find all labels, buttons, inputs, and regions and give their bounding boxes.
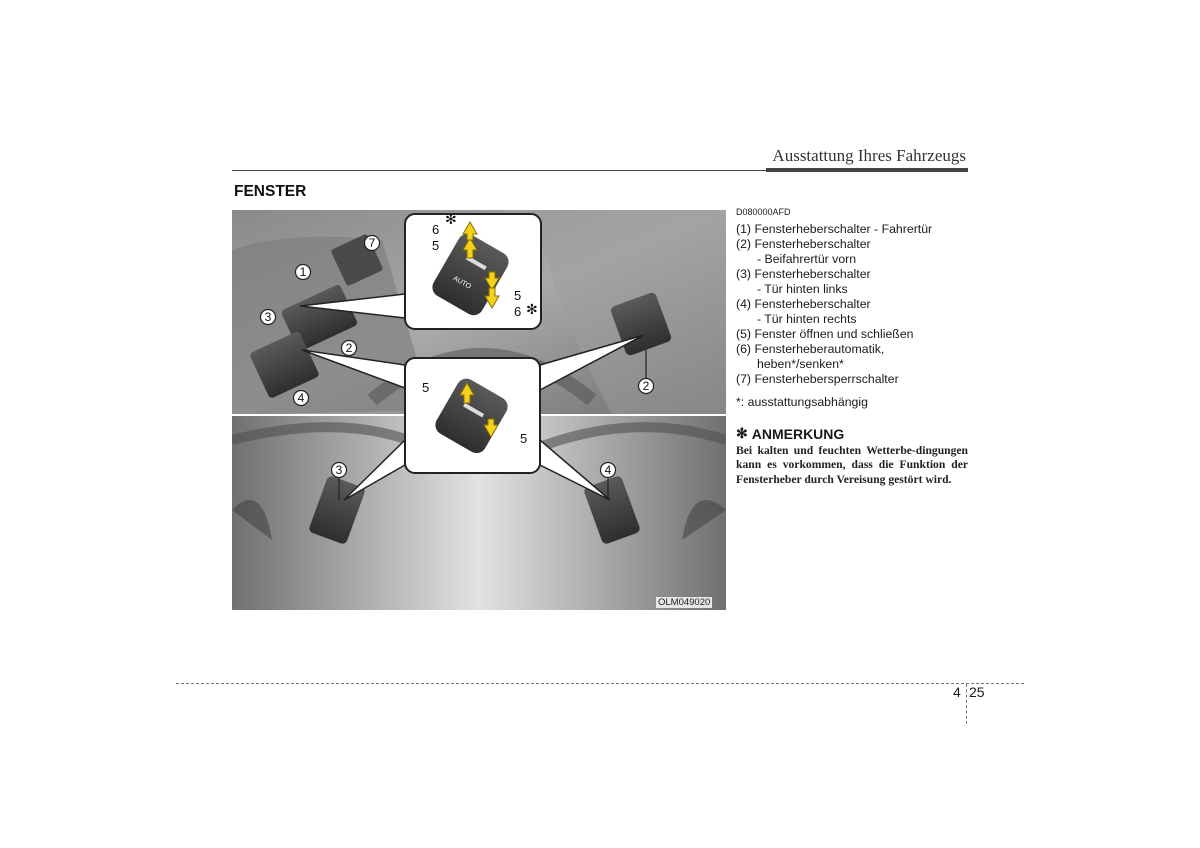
svg-text:2: 2 [642, 379, 650, 393]
callout-label-5-up: 5 [432, 238, 440, 253]
svg-text:2: 2 [345, 341, 353, 355]
page-number: 25 [969, 684, 985, 700]
list-item: (6) Fensterheberautomatik, heben*/senken* [736, 342, 885, 371]
note-heading-text: ANMERKUNG [751, 425, 845, 442]
callout-7 [365, 236, 380, 251]
svg-text:7: 7 [368, 236, 376, 250]
list-item: (7) Fensterhebersperrschalter [736, 372, 899, 386]
asterisk-marker: ✻ [526, 301, 538, 317]
description-column [736, 207, 968, 487]
callout-label-5-down: 5 [514, 288, 522, 303]
section-title: FENSTER [234, 183, 307, 200]
chapter-number: 4 [953, 684, 961, 700]
callout-label-5-down: 5 [520, 431, 528, 446]
svg-text:3: 3 [264, 310, 272, 324]
callout-3 [261, 310, 276, 325]
list-item: (4) Fensterheberschalter - Tür hinten rechts [736, 297, 871, 326]
list-item: (1) Fensterheberschalter - Fahrertür [736, 222, 933, 236]
callout-label-6-down: 6 [514, 304, 522, 319]
svg-text:4: 4 [297, 391, 305, 405]
svg-text:4: 4 [604, 463, 612, 477]
running-header: Ausstattung Ihres Fahrzeugs [772, 146, 966, 165]
asterisk-note: *: ausstattungsabhängig [736, 395, 868, 409]
document-code: D080000AFD [736, 207, 791, 217]
note-star-icon: ✻ [736, 425, 748, 441]
list-item: (5) Fenster öffnen und schließen [736, 327, 914, 341]
callout-4 [294, 391, 309, 406]
note-text: Bei kalten und feuchten Wetterbe-dingungen kann es vorkommen, dass die Funktion der Fensterheber durch Vereisung gestört wird. [736, 444, 968, 486]
asterisk-marker: ✻ [445, 211, 457, 227]
footer-rule [176, 683, 1024, 684]
window-switch-illustration [232, 210, 726, 610]
callout-label-6-up: 6 [432, 222, 440, 237]
note-heading [736, 425, 968, 442]
callout-2 [342, 341, 357, 356]
callout-1 [296, 265, 311, 280]
auto-label: AUTO [451, 275, 472, 291]
svg-text:3: 3 [335, 463, 343, 477]
header-rule-accent [766, 168, 968, 172]
callout-label-5-up: 5 [422, 380, 430, 395]
figure-code: OLM049020 [658, 597, 711, 608]
svg-text:1: 1 [299, 265, 307, 279]
list-item: (2) Fensterheberschalter - Beifahrertür vorn [736, 237, 871, 266]
footer-divider [966, 684, 967, 724]
list-item: (3) Fensterheberschalter - Tür hinten links [736, 267, 871, 296]
